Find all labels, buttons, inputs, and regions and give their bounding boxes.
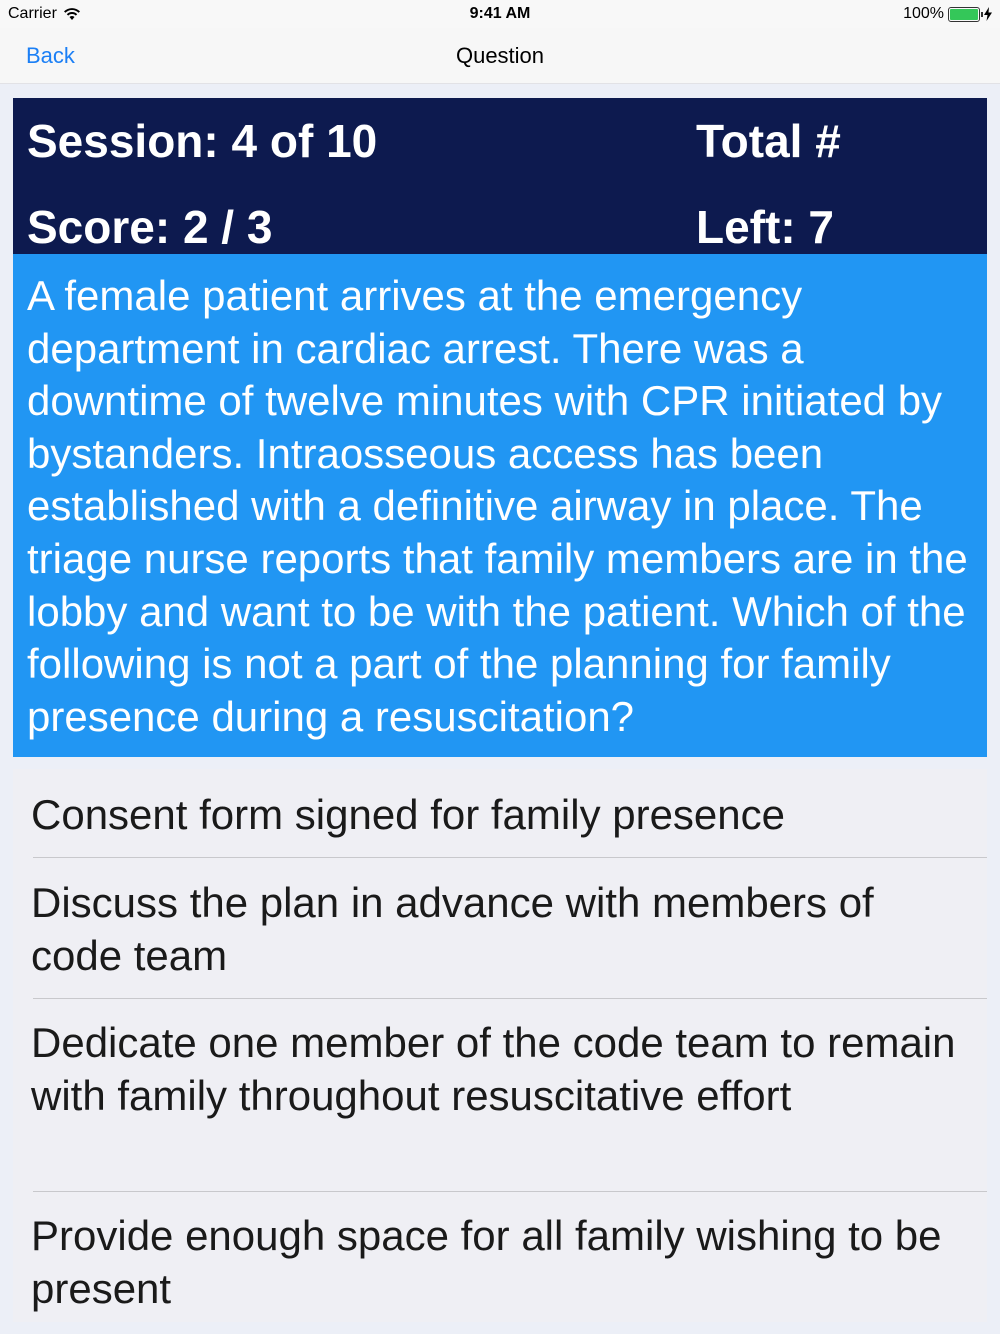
divider	[33, 1191, 987, 1192]
status-time: 9:41 AM	[469, 5, 531, 22]
answer-option-2[interactable]: Discuss the plan in advance with members of code team	[31, 879, 874, 979]
answer-option-4[interactable]: Provide enough space for all family wishing to be present	[31, 1212, 942, 1312]
battery-icon	[948, 7, 980, 22]
back-button[interactable]: Back	[26, 43, 75, 68]
question-text: A female patient arrives at the emergency department in cardiac arrest. There was a downtime of twelve minutes with CPR initiated by bystanders. Intraosseous access has been established with a definitive airway in place. The triage nurse reports that family members are in the lobby and want to be with the patient. Which of the following is not a part of the planning for family presence during a resuscitation?	[13, 254, 987, 757]
session-counter: Session: 4 of 10	[27, 115, 378, 167]
answer-option-3[interactable]: Dedicate one member of the code team to remain with family throughout resuscitative effort	[31, 1019, 956, 1119]
total-label: Total #	[696, 115, 841, 167]
divider	[33, 998, 987, 999]
questions-left: Left: 7	[696, 201, 834, 253]
score-counter: Score: 2 / 3	[27, 201, 273, 253]
charging-bolt-icon	[984, 7, 992, 21]
navigation-bar	[0, 28, 1000, 84]
divider	[33, 857, 987, 858]
status-right	[903, 5, 992, 23]
session-panel	[13, 98, 987, 254]
status-bar	[0, 0, 1000, 28]
answer-option-1[interactable]: Consent form signed for family presence	[31, 791, 786, 838]
answer-list	[13, 769, 987, 1322]
battery-percent: 100%	[903, 5, 944, 22]
carrier-label: Carrier	[8, 5, 57, 22]
page-title: Question	[455, 43, 545, 68]
